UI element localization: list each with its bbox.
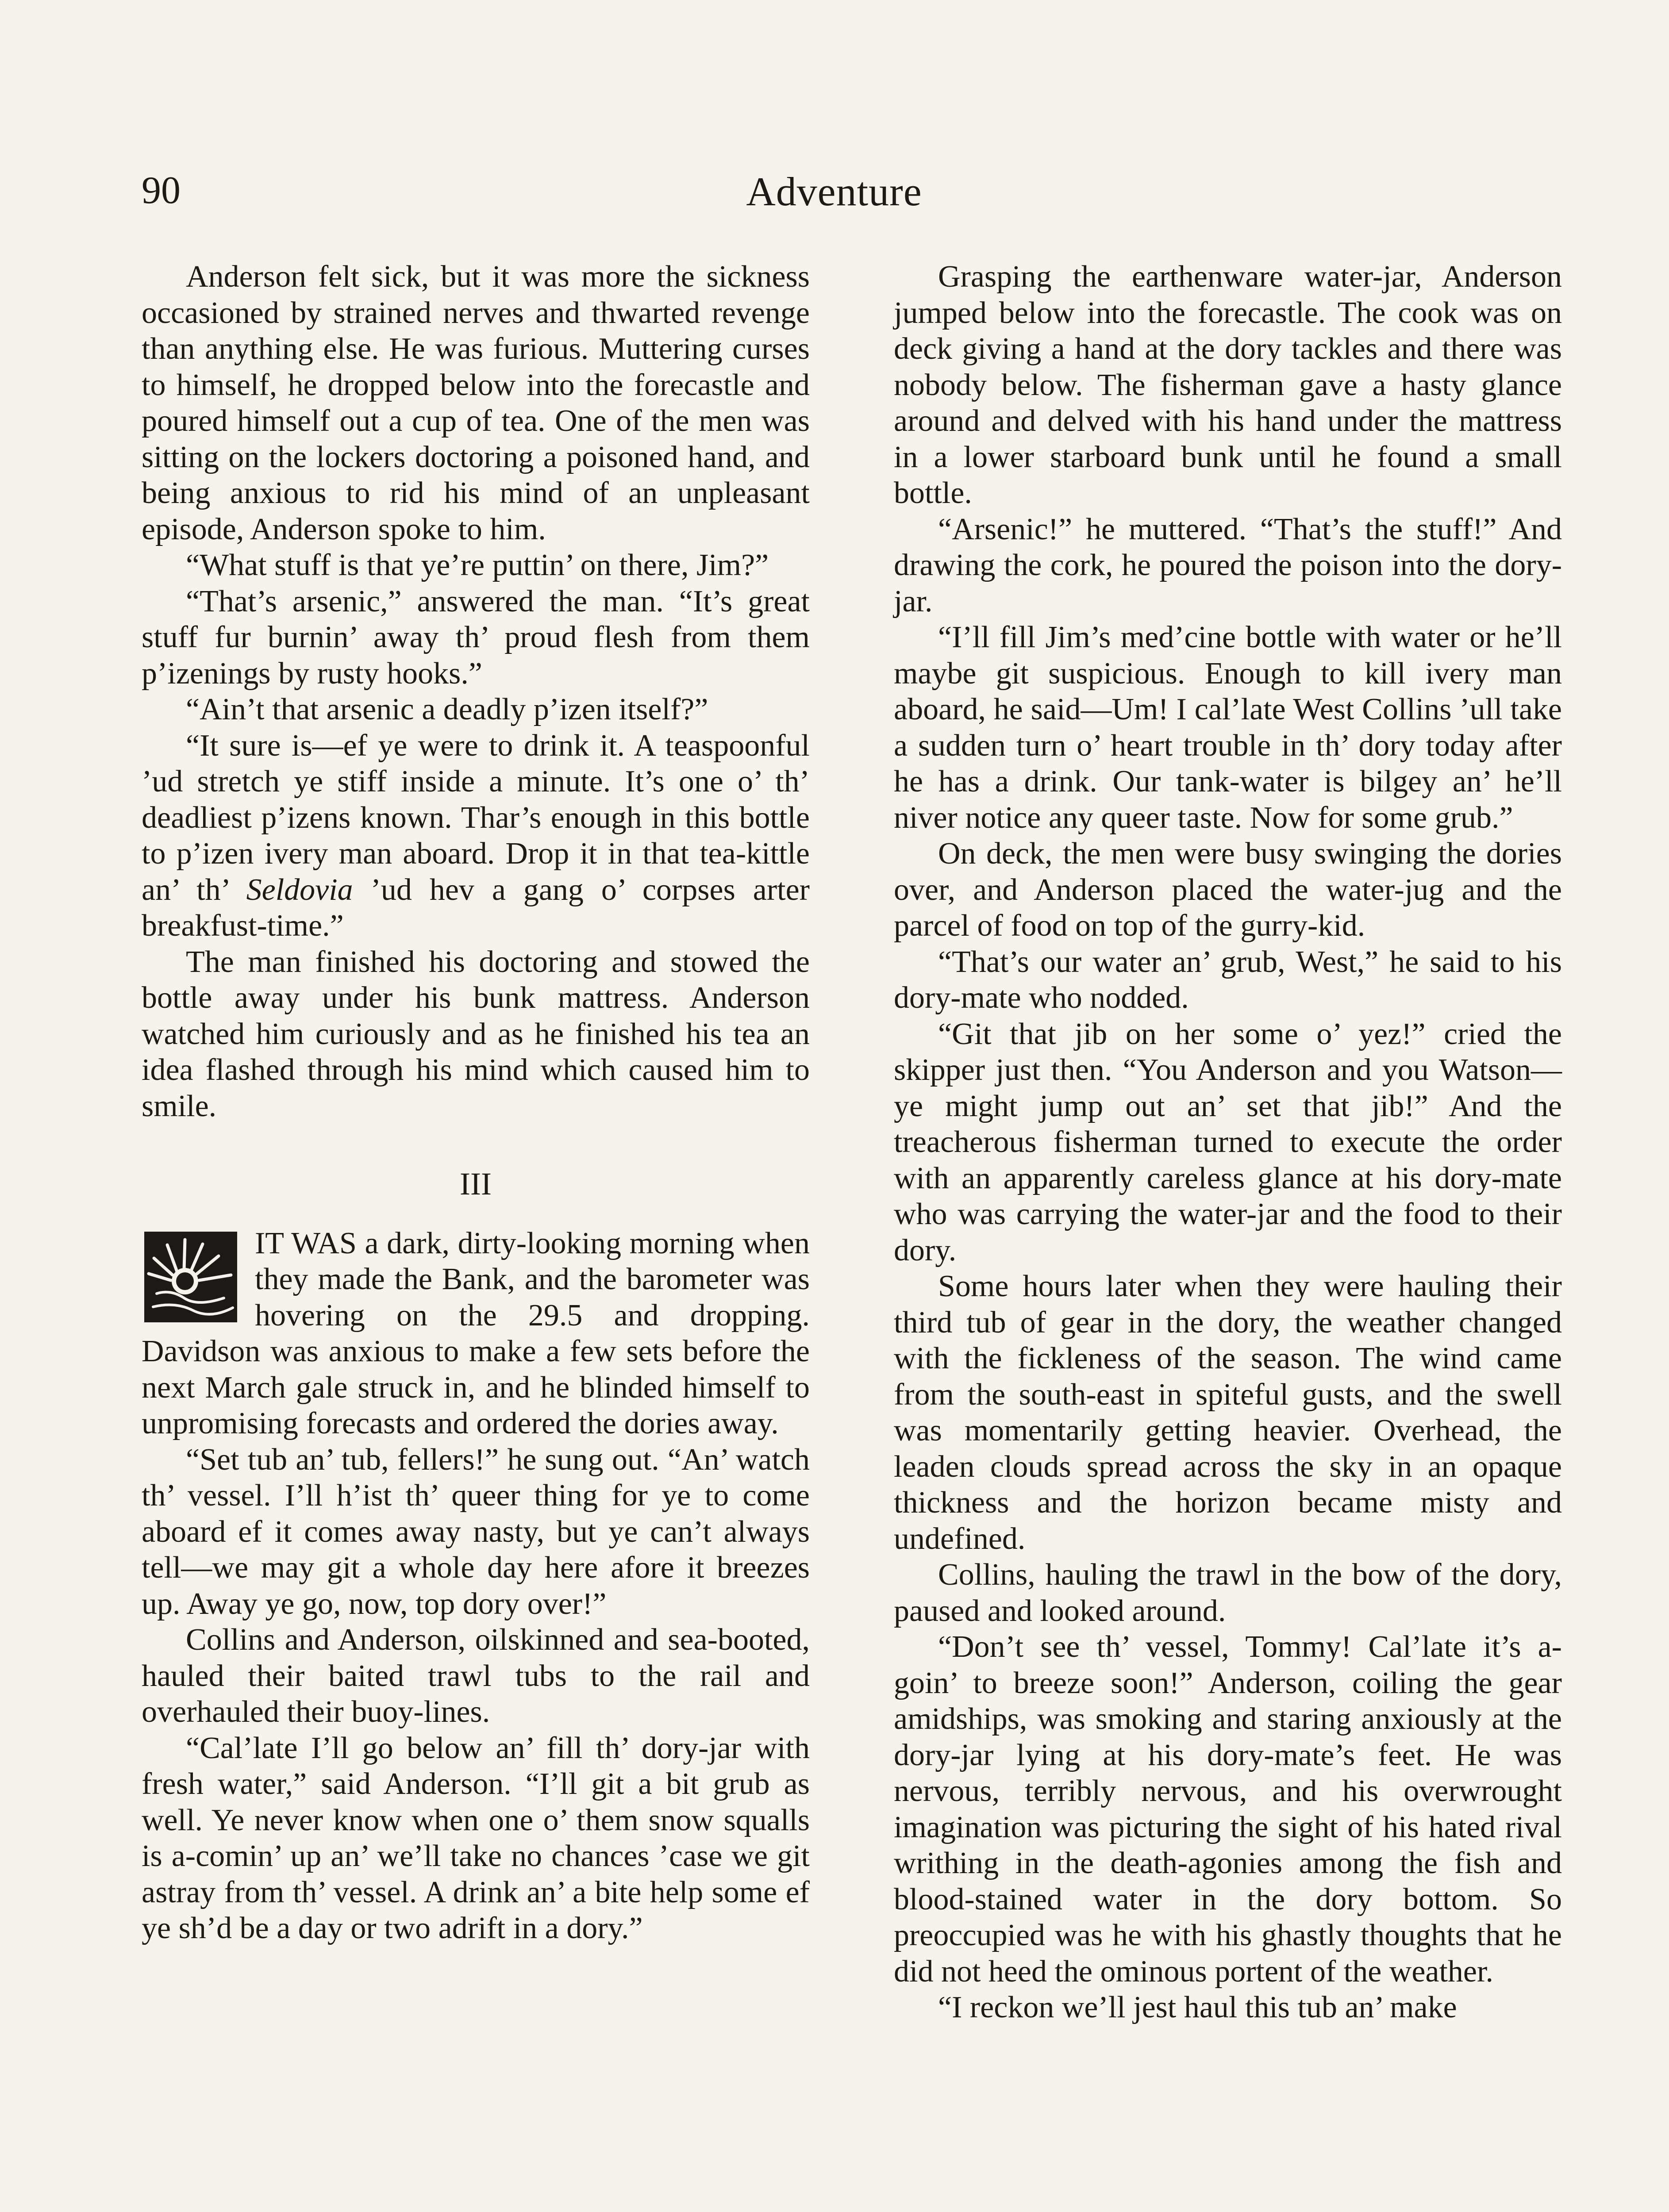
paragraph: Grasping the earthenware water-jar, Anderson jumped below into the forecastle. The cook was on deck giving a hand at the dory tackles and there was nobody below. The fisherman gave a hasty glance around and delved with his hand under the mattress in a lower starboard bunk until he found a small bottle. bbox=[894, 260, 1562, 510]
paragraph: “Git that jib on her some o’ yez!” cried the skipper just then. “You Anderson and you Watson—ye might jump out an’ set that jib!” And the treacherous fisherman turned to execute the order with an apparently careless glance at his dory-mate who was carrying the water-jar and the food to their dory. bbox=[894, 1017, 1562, 1267]
paragraph: “Arsenic!” he muttered. “That’s the stuff!” And drawing the cork, he poured the poison into the dory-jar. bbox=[894, 512, 1562, 618]
ship-name-italic: Seldovia bbox=[246, 872, 353, 907]
paragraph: “Set tub an’ tub, fellers!” he sung out. “An’ watch th’ vessel. I’ll h’ist th’ queer thing for ye to come aboard ef it comes away nasty, but ye can’t always tell—we may git a whole day here afore it breezes up. Away ye go, now, top dory over!” bbox=[142, 1442, 810, 1621]
section-heading: III bbox=[460, 1166, 492, 1202]
running-title: Adventure bbox=[746, 169, 922, 214]
left-column bbox=[142, 259, 810, 1947]
paragraph: “That’s arsenic,” answered the man. “It’s great stuff fur burnin’ away th’ proud flesh from them p’izenings by rusty hooks.” bbox=[142, 584, 810, 691]
paragraph: The man finished his doctoring and stowed the bottle away under his bunk mattress. Anderson watched him curiously and as he finished his tea an idea flashed through his mind which caused him to smile. bbox=[142, 945, 810, 1123]
paragraph: “Cal’late I’ll go below an’ fill th’ dory-jar with fresh water,” said Anderson. “I’ll git a bit grub as well. Ye never know when one o’ them snow squalls is a-comin’ up an’ we’ll take no chances ’case we git astray from th’ vessel. A drink an’ a bite help some ef ye sh’d be a day or two adrift in a dory.” bbox=[142, 1731, 810, 1945]
paragraph: Anderson felt sick, but it was more the sickness occasioned by strained nerves and thwarted revenge than anything else. He was furious. Muttering curses to himself, he dropped below into the forecastle and poured himself out a cup of tea. One of the men was sitting on the lockers doctoring a poisoned hand, and being anxious to rid his mind of an unpleasant episode, Anderson spoke to him. bbox=[142, 260, 810, 546]
paragraph: “I’ll fill Jim’s med’cine bottle with water or he’ll maybe git suspicious. Enough to kill ivery man aboard, he said—Um! I cal’late West Collins ’ull take a sudden turn o’ heart trouble in th’ dory today after he has a drink. Our tank-water is bilgey an’ he’ll niver notice any queer taste. Now for some grub.” bbox=[894, 620, 1562, 835]
paragraph: “That’s our water an’ grub, West,” he said to his dory-mate who nodded. bbox=[894, 945, 1562, 1015]
paragraph: On deck, the men were busy swinging the dories over, and Anderson placed the water-jug and the parcel of food on top of the gurry-kid. bbox=[894, 837, 1562, 943]
text-run: ’ud hev a gang o’ corpses arter breakfust-time.” bbox=[142, 872, 810, 943]
ornamental-drop-cap-icon bbox=[144, 1232, 237, 1322]
paragraph: Collins, hauling the trawl in the bow of the dory, paused and looked around. bbox=[894, 1558, 1562, 1628]
right-column bbox=[894, 259, 1562, 2026]
paragraph: “Ain’t that arsenic a deadly p’izen itself?” bbox=[186, 692, 708, 726]
paragraph: Some hours later when they were hauling their third tub of gear in the dory, the weather changed with the fickleness of the season. The wind came from the south-east in spiteful gusts, and the swell was momentarily getting heavier. Overhead, the leaden clouds spread across the sky in an opaque thickness and the horizon became misty and undefined. bbox=[894, 1269, 1562, 1556]
text-run: “It sure is—ef ye were to drink it. A teaspoonful ’ud stretch ye stiff inside a minute. It’s one o’ th’ deadliest p’izens known. Thar’s enough in this bottle to p’izen ivery man aboard. Drop it in that tea-kittle an’ th’ bbox=[142, 728, 810, 907]
paragraph: “Don’t see th’ vessel, Tommy! Cal’late it’s a-goin’ to breeze soon!” Anderson, coiling the gear amidships, was smoking and staring anxiously at the dory-jar lying at his dory-mate’s feet. He was nervous, terribly nervous, and his overwrought imagination was picturing the sight of his hated rival writhing in the death-agonies among the fish and blood-stained water in the dory bottom. So preoccupied was he with his ghastly thoughts that he did not heed the ominous portent of the weather. bbox=[894, 1630, 1562, 1989]
paragraph: “What stuff is that ye’re puttin’ on there, Jim?” bbox=[186, 548, 769, 582]
drop-cap-paragraph bbox=[142, 1225, 810, 1442]
paragraph: “I reckon we’ll jest haul this tub an’ make bbox=[938, 1990, 1457, 2024]
page-header bbox=[142, 168, 1527, 230]
paragraph: IT WAS a dark, dirty-looking morning when they made the Bank, and the barometer was hovering on the 29.5 and dropping. Davidson was anxious to make a few sets before the next March gale struck in, and he blinded himself to unpromising forecasts and ordered the dories away. bbox=[142, 1226, 810, 1440]
paragraph-seldovia bbox=[142, 728, 810, 944]
paragraph: Collins and Anderson, oilskinned and sea-booted, hauled their baited trawl tubs to the rail and overhauled their buoy-lines. bbox=[142, 1623, 810, 1729]
page-number: 90 bbox=[142, 169, 181, 212]
